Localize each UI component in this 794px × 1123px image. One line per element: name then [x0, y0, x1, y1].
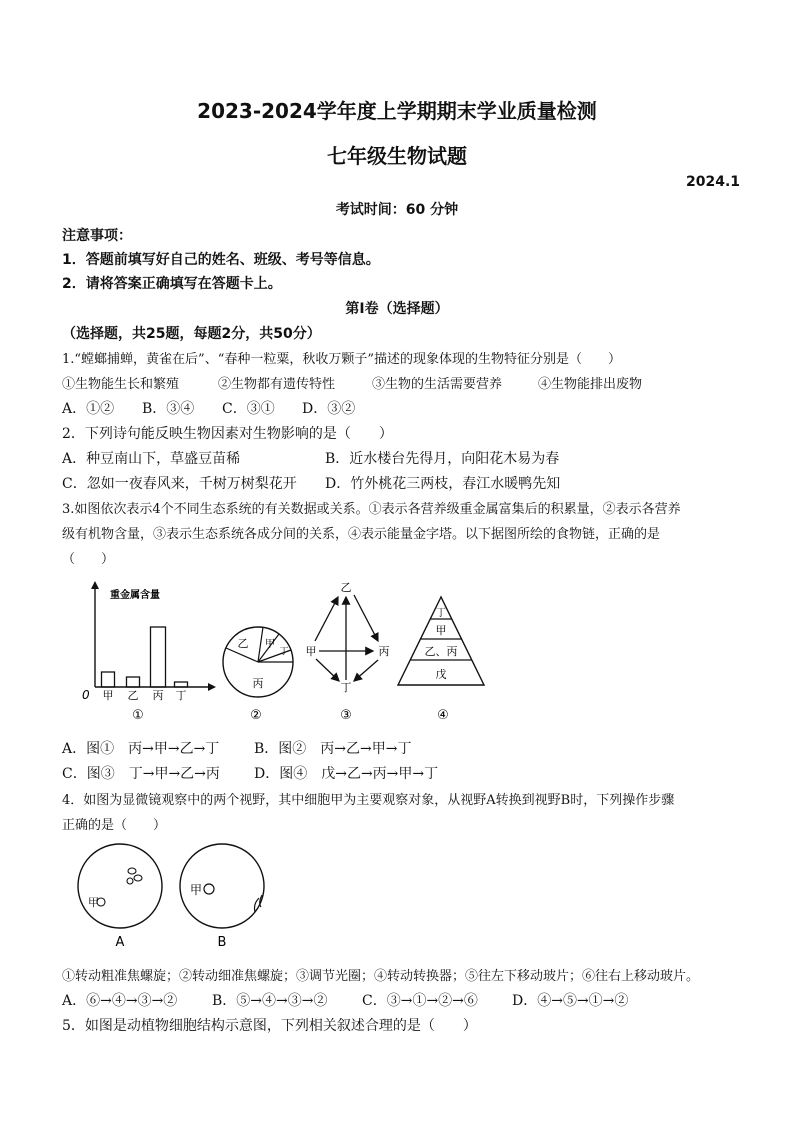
q3-option-c: C．图③ 丁→甲→乙→丙 [62, 766, 220, 782]
q3-option-b: B．图② 丙→乙→甲→丁 [254, 741, 412, 757]
exam-time: 考试时间：60 分钟 [335, 202, 459, 218]
cell-label: 甲 [88, 896, 99, 909]
cell-label: 甲 [190, 883, 203, 897]
note-item: 1．答题前填写好自己的姓名、班级、考号等信息。 [62, 252, 380, 268]
note-item: 2．请将答案正确填写在答题卡上。 [62, 276, 282, 292]
q4-option-a: A．⑥→④→③→② [62, 993, 178, 1009]
notes-heading: 注意事项： [62, 228, 132, 244]
bar-label-jia: 甲 [102, 689, 114, 702]
q1-option-d: D．③② [302, 401, 356, 417]
figure-2-pie [223, 627, 293, 723]
bar-label-ding: 丁 [175, 689, 187, 702]
q4-stem-line: 4．如图为显微镜观察中的两个视野，其中细胞甲为主要观察对象，从视野A转换到视野B时，下列操作步骤 [62, 793, 675, 808]
web-label-yi: 乙 [340, 581, 352, 594]
q1-option-a: A．①② [62, 401, 115, 417]
bar-bing [151, 627, 166, 687]
q1-option-c: C．③① [222, 401, 275, 417]
bar-ding [175, 682, 188, 687]
q1-statement: ①生物能生长和繁殖 [62, 377, 180, 392]
q2-stem: 2．下列诗句能反映生物因素对生物影响的是（ ） [62, 426, 393, 442]
web-label-bing: 丙 [378, 645, 390, 658]
pyramid-label-jia: 甲 [435, 624, 447, 637]
exam-subtitle: 七年级生物试题 [327, 144, 467, 168]
pie-label-jia: 甲 [265, 639, 275, 650]
q2-option-a: A．种豆南山下，草盛豆苗稀 [62, 451, 241, 467]
pie-label-yi: 乙 [237, 637, 249, 650]
bar-yi [127, 677, 140, 687]
q4-option-c: C．③→①→②→⑥ [362, 993, 478, 1009]
q4-option-b: B．⑤→④→③→② [212, 993, 328, 1009]
field-label-b: B [217, 935, 227, 950]
pyramid-label-yi-bing: 乙、丙 [424, 645, 458, 658]
q2-option-c: C．忽如一夜春风来，千树万树梨花开 [62, 476, 297, 492]
pie-label-ding: 丁 [279, 647, 289, 657]
figure-1-bar-chart [82, 581, 216, 723]
q5-stem: 5．如图是动植物细胞结构示意图，下列相关叙述合理的是（ ） [62, 1018, 477, 1034]
q1-statement: ④生物能排出废物 [538, 377, 643, 392]
pyramid-label-wu: 戊 [435, 668, 447, 681]
web-label-jia: 甲 [305, 645, 317, 658]
field-label-a: A [115, 935, 125, 950]
figure-3-relationship [306, 581, 390, 723]
q3-option-d: D．图④ 戊→乙→丙→甲→丁 [254, 766, 439, 782]
fig-number-4: ④ [437, 708, 449, 723]
pyramid-label-ding: 丁 [436, 608, 446, 619]
q3-option-a: A．图① 丙→甲→乙→丁 [62, 741, 220, 757]
q3-stem-line: （ ） [62, 552, 115, 567]
q4-stem-line: 正确的是（ ） [62, 818, 167, 833]
q1-option-b: B．③④ [142, 401, 195, 417]
q3-stem-line: 级有机物含量，③表示生态系统各成分间的关系，④表示能量金字塔。以下据图所绘的食物链，正确的是 [62, 527, 661, 542]
q4-option-d: D．④→⑤→①→② [512, 993, 629, 1009]
exam-title: 2023-2024学年度上学期期末学业质量检测 [197, 99, 597, 123]
field-b [180, 844, 264, 950]
web-label-ding: 丁 [340, 681, 352, 694]
q3-stem-line: 3.如图依次表示4个不同生态系统的有关数据或关系。①表示各营养级重金属富集后的积累量，②表示各营养 [62, 502, 681, 517]
bar-label-yi: 乙 [127, 689, 139, 702]
fig-number-2: ② [250, 708, 262, 723]
q2-option-d: D．竹外桃花三两枝，春江水暖鸭先知 [325, 476, 561, 492]
q3-figure [80, 575, 500, 725]
bar-jia [102, 672, 115, 687]
bar-label-bing: 丙 [152, 689, 164, 702]
q2-option-b: B．近水楼台先得月，向阳花木易为春 [325, 451, 560, 467]
figure-4-pyramid [398, 597, 484, 723]
chart-origin: 0 [82, 688, 90, 702]
section-description: （选择题，共25题，每题2分，共50分） [62, 326, 321, 342]
exam-date: 2024.1 [686, 174, 741, 190]
q1-stem: 1.“螳螂捕蝉，黄雀在后”、“春种一粒粟，秋收万颗子”描述的现象体现的生物特征分别是（ ） [62, 352, 621, 367]
pie-label-bing: 丙 [252, 677, 264, 690]
fig-number-3: ③ [340, 708, 352, 723]
q1-statement: ③生物的生活需要营养 [372, 377, 503, 392]
section-title: 第Ⅰ卷（选择题） [345, 301, 449, 317]
chart-y-label: 重金属含量 [110, 590, 160, 601]
q1-statement: ②生物都有遗传特性 [218, 377, 336, 392]
q4-figure [70, 840, 280, 955]
field-a [78, 844, 162, 950]
fig-number-1: ① [132, 708, 144, 723]
q4-steps: ①转动粗准焦螺旋；②转动细准焦螺旋；③调节光圈；④转动转换器；⑤往左下移动玻片；⑥往右上移动玻片。 [62, 969, 700, 984]
